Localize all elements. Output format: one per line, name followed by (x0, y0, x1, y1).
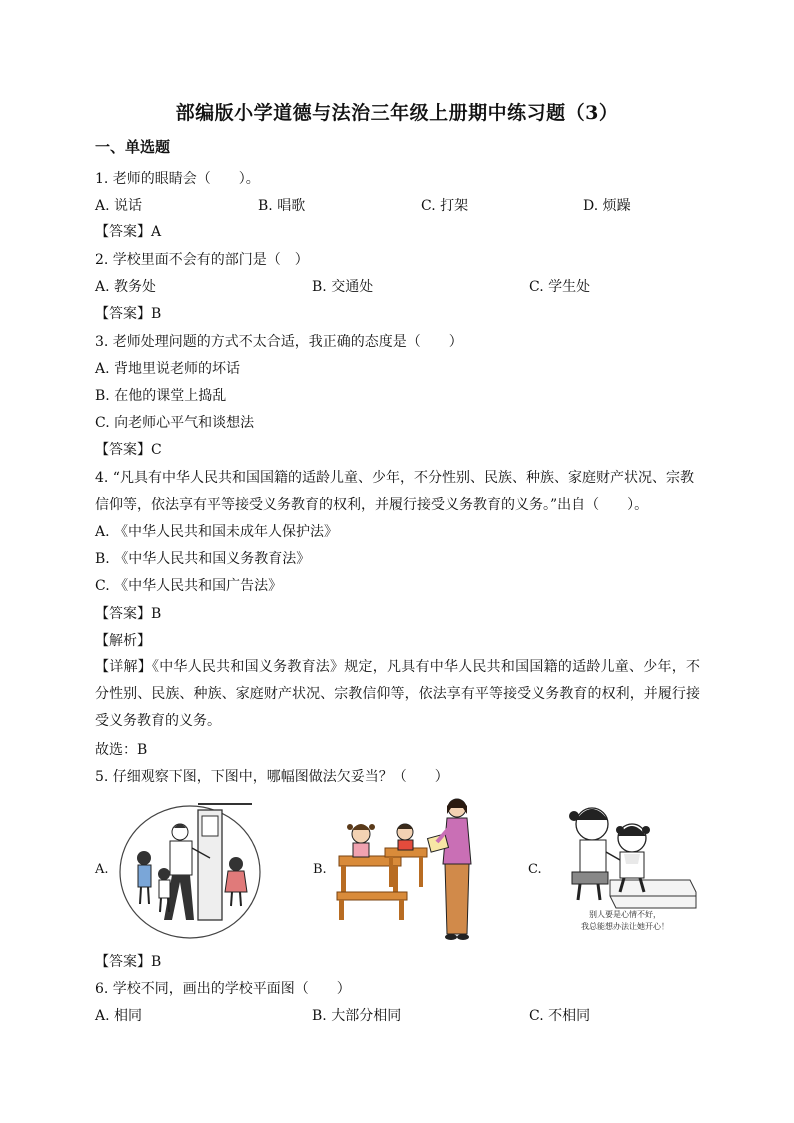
answer-value: B (151, 606, 162, 622)
q2-stem: 2. 学校里面不会有的部门是（ ） (95, 252, 309, 268)
q3-stem: 3. 老师处理问题的方式不太合适，我正确的态度是（ ） (95, 334, 463, 350)
answer-tag: 【答案】 (95, 224, 151, 240)
answer-tag: 【答案】 (95, 442, 151, 458)
q2-answer (95, 304, 161, 324)
section-heading: 一、单选题 (95, 138, 171, 156)
q5-illustration-b (333, 794, 481, 944)
q6-option-a: A. 相同 (95, 1008, 143, 1024)
q5-label-c: C. (528, 862, 542, 877)
page-title: 部编版小学道德与法治三年级上册期中练习题（3） (175, 102, 619, 124)
q5-caption-c-line2: 我总能想办法让她开心！ (581, 922, 669, 931)
q6-option-c: C. 不相同 (529, 1008, 591, 1024)
q3-answer (95, 440, 162, 460)
answer-value: B (151, 306, 162, 322)
q2-option-b: B. 交通处 (312, 279, 374, 295)
q4-analysis-tag: 【解析】 (95, 633, 151, 649)
q4-stem-line1: 4. “凡具有中华人民共和国国籍的适龄儿童、少年，不分性别、民族、种族、家庭财产状况、宗教 (95, 470, 694, 486)
q1-option-c: C. 打架 (421, 198, 469, 214)
q4-option-a: A. 《中华人民共和国未成年人保护法》 (95, 524, 339, 540)
q5-label-a: A. (95, 862, 109, 877)
q4-detail-paragraph: 【详解】《中华人民共和国义务教育法》规定，凡具有中华人民共和国国籍的适龄儿童、少年，不分性别、民族、种族、家庭财产状况、宗教信仰等，依法享有平等接受义务教育的权利，并履行接受义务教育的义务。 (95, 659, 700, 729)
answer-tag: 【答案】 (95, 954, 151, 970)
q6-option-b: B. 大部分相同 (312, 1008, 402, 1024)
answer-value: B (151, 954, 162, 970)
q5-illustration-a (118, 798, 268, 940)
q4-choice: 故选：B (95, 742, 148, 758)
answer-tag: 【答案】 (95, 606, 151, 622)
q5-answer (95, 952, 161, 972)
q3-option-b: B. 在他的课堂上捣乱 (95, 388, 227, 404)
q3-option-a: A. 背地里说老师的坏话 (95, 361, 241, 377)
q2-option-a: A. 教务处 (95, 279, 157, 295)
q5-illustration-c (550, 796, 700, 946)
q1-answer (95, 222, 161, 242)
answer-value: C (151, 442, 162, 458)
answer-value: A (151, 224, 162, 240)
q4-stem-line2: 信仰等，依法享有平等接受义务教育的权利，并履行接受义务教育的义务。”出自（ ）。 (95, 497, 649, 513)
q5-stem: 5. 仔细观察下图，下图中，哪幅图做法欠妥当？（ ） (95, 769, 449, 785)
q6-stem: 6. 学校不同，画出的学校平面图（ ） (95, 981, 351, 997)
q3-option-c: C. 向老师心平气和谈想法 (95, 415, 255, 431)
q4-answer (95, 604, 161, 624)
q5-caption-c-line1: 别人要是心情不好， (589, 910, 661, 919)
q1-option-d: D. 烦躁 (583, 198, 631, 214)
q1-stem: 1. 老师的眼睛会（ ）。 (95, 171, 260, 187)
q2-option-c: C. 学生处 (529, 279, 591, 295)
q1-option-b: B. 唱歌 (258, 198, 306, 214)
q5-label-b: B. (313, 862, 327, 877)
q4-option-b: B. 《中华人民共和国义务教育法》 (95, 551, 311, 567)
q4-option-c: C. 《中华人民共和国广告法》 (95, 578, 283, 594)
answer-tag: 【答案】 (95, 306, 151, 322)
q1-option-a: A. 说话 (95, 198, 143, 214)
